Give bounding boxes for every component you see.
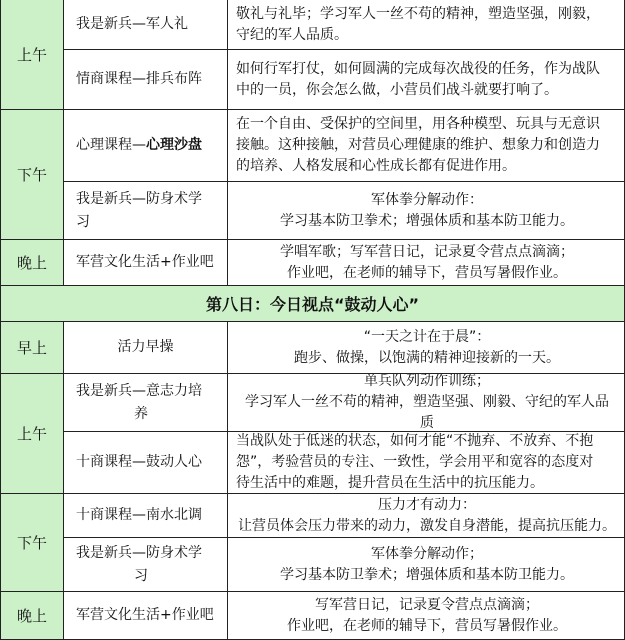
description-line: 学唱军歌；写军营日记，记录夏令营点点滴滴；: [280, 243, 574, 260]
day-header: [0, 286, 625, 322]
description-line: 作业吧，在老师的辅导下，营员写暑假作业。: [287, 617, 567, 634]
period-cell: [0, 494, 64, 592]
description-cell: [228, 0, 625, 50]
period-label: 下午: [16, 166, 47, 184]
description-line: 守纪的军人品质。: [236, 26, 348, 43]
description-line: 压力才有动力：: [378, 496, 476, 513]
course-name: 军营文化生活+作业吧: [76, 254, 214, 270]
period-label: 早上: [16, 339, 47, 357]
day-title: 第八日：今日视点“鼓动人心”: [205, 295, 420, 314]
course-name: 情商课程—排兵布阵: [76, 71, 202, 87]
course-cell: [64, 592, 228, 640]
description-line: 军体拳分解动作：: [371, 191, 483, 208]
course-name: 我是新兵—军人礼: [76, 16, 188, 32]
description-line: 当战队处于低迷的状态，如何才能“不抛弃、不放弃、不抱: [236, 433, 594, 449]
course-prefix: 心理课程—: [76, 137, 146, 153]
period-cell: [0, 0, 64, 110]
period-label: 上午: [16, 425, 47, 443]
course-name: 十商课程—鼓动人心: [76, 454, 202, 470]
description-line: 敬礼与礼毕；学习军人一丝不苟的精神，塑造坚强，刚毅，: [236, 5, 600, 22]
period-cell: [0, 110, 64, 240]
course-cell: [64, 182, 228, 240]
description-line: 中的一员，你会怎么做，小营员们战斗就要打响了。: [236, 81, 558, 98]
description-line: 军体拳分解动作；: [371, 545, 483, 562]
description-line: 在一个自由、受保护的空间里，用各种模型、玩具与无意识: [236, 116, 600, 132]
course-cell: [64, 432, 228, 494]
description-line: 让营员体会压力带来的动力，激发自身潜能，提高抗压能力。: [238, 517, 616, 534]
description-line: 质: [420, 415, 434, 431]
description-cell: [228, 110, 625, 182]
course-cell: [64, 322, 228, 374]
description-line: 写军营日记，记录夏令营点点滴滴；: [315, 596, 539, 613]
description-cell: [228, 538, 625, 592]
course-cell: [64, 0, 228, 50]
period-cell: [0, 322, 64, 374]
course-name: 我是新兵—防身术学: [76, 190, 202, 207]
course-name: 我是新兵—防身术学: [76, 544, 202, 561]
description-cell: [228, 240, 625, 286]
course-name: 活力早操: [117, 339, 174, 355]
period-cell: [0, 374, 64, 494]
description-line: 作业吧，在老师的辅导下，营员写暑假作业。: [287, 264, 567, 281]
description-cell: [228, 494, 625, 538]
course-cell: [64, 110, 228, 182]
period-label: 上午: [16, 46, 47, 64]
description-line: 待生活中的难题，提升营员在生活中的抗压能力。: [236, 475, 544, 491]
course-highlight: 心理沙盘: [146, 137, 202, 153]
course-cell: [64, 240, 228, 286]
description-line: 如何行军打仗，如何圆满的完成每次战役的任务，作为战队: [236, 60, 600, 77]
course-name: 十商课程—南水北调: [76, 507, 202, 523]
period-label: 下午: [16, 534, 47, 552]
description-cell: [228, 50, 625, 110]
period-cell: [0, 240, 64, 286]
course-cell: [64, 374, 228, 432]
period-label: 晚上: [16, 607, 47, 625]
course-cell: [64, 538, 228, 592]
description-cell: [228, 374, 625, 432]
course-name: 我是新兵—意志力培: [76, 382, 202, 399]
course-cell: [64, 50, 228, 110]
course-name: 军营文化生活+作业吧: [76, 607, 214, 623]
description-line: 的培养、人格发展和心性成长都有促进作用。: [236, 158, 516, 174]
course-name: 习: [134, 567, 148, 584]
description-line: 单兵队列动作训练；: [364, 374, 490, 389]
description-cell: [228, 592, 625, 640]
course-name: 养: [134, 405, 148, 422]
description-line: “一天之计在于晨”：: [363, 328, 491, 345]
course-cell: [64, 494, 228, 538]
period-label: 晚上: [16, 254, 47, 272]
description-cell: [228, 322, 625, 374]
description-cell: [228, 432, 625, 494]
course-name: 习: [76, 213, 90, 230]
description-line: 学习基本防卫拳术；增强体质和基本防卫能力。: [280, 566, 574, 583]
description-line: 怨”，考验营员的专注、一致性，学会用平和宽容的态度对: [236, 454, 594, 470]
description-line: 学习基本防卫拳术；增强体质和基本防卫能力。: [280, 212, 574, 229]
period-cell: [0, 592, 64, 640]
description-cell: [228, 182, 625, 240]
description-line: 跑步、做操，以饱满的精神迎接新的一天。: [294, 349, 560, 366]
description-line: 接触。这种接触，对营员心理健康的维护、想象力和创造力: [236, 137, 600, 153]
description-line: 学习军人一丝不苟的精神，塑造坚强、刚毅、守纪的军人品: [245, 394, 609, 410]
course-name: [76, 134, 219, 157]
